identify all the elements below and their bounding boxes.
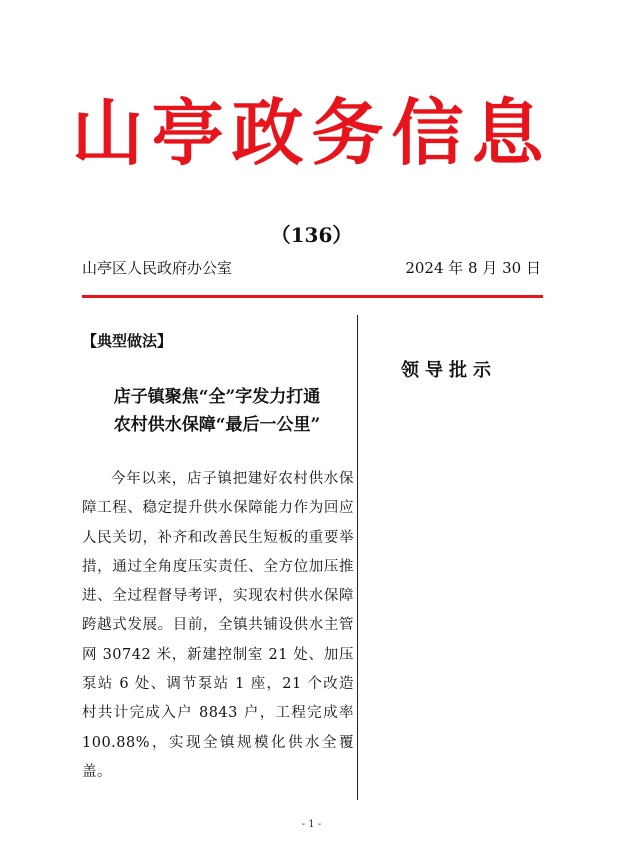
masthead-title: 山亭政务信息 <box>71 90 552 175</box>
red-divider <box>82 295 543 298</box>
issuer-name: 山亭区人民政府办公室 <box>82 259 233 277</box>
headline-line-1: 店子镇聚焦“全”字发力打通 <box>113 387 321 407</box>
page-number: - 1 - <box>301 819 322 830</box>
issue-date: 2024 年 8 月 30 日 <box>405 259 541 277</box>
column-divider <box>357 315 358 800</box>
leader-instructions-title: 领导批示 <box>401 360 497 381</box>
section-tag: 【典型做法】 <box>82 332 173 350</box>
issue-number: （136） <box>270 223 353 247</box>
article-headline <box>82 383 352 439</box>
article-body: 今年以来，店子镇把建好农村供水保障工程、稳定提升供水保障能力作为回应人民关切，补齐和改善民生短板的重要举措，通过全角度压实责任、全方位加压推进、全过程督导考评，实现农村供水保障跨越式发展。目前，全镇共铺设供水主管网 30742 米，新建控制室 21 处、加压泵站 6 处、调节泵站 1 座，21 个改造村共计完成入户 8843 户，工程完成率 100.88%，实现全镇规模化供水全覆盖。 <box>82 471 354 780</box>
headline-line-2: 农村供水保障“最后一公里” <box>113 415 321 435</box>
